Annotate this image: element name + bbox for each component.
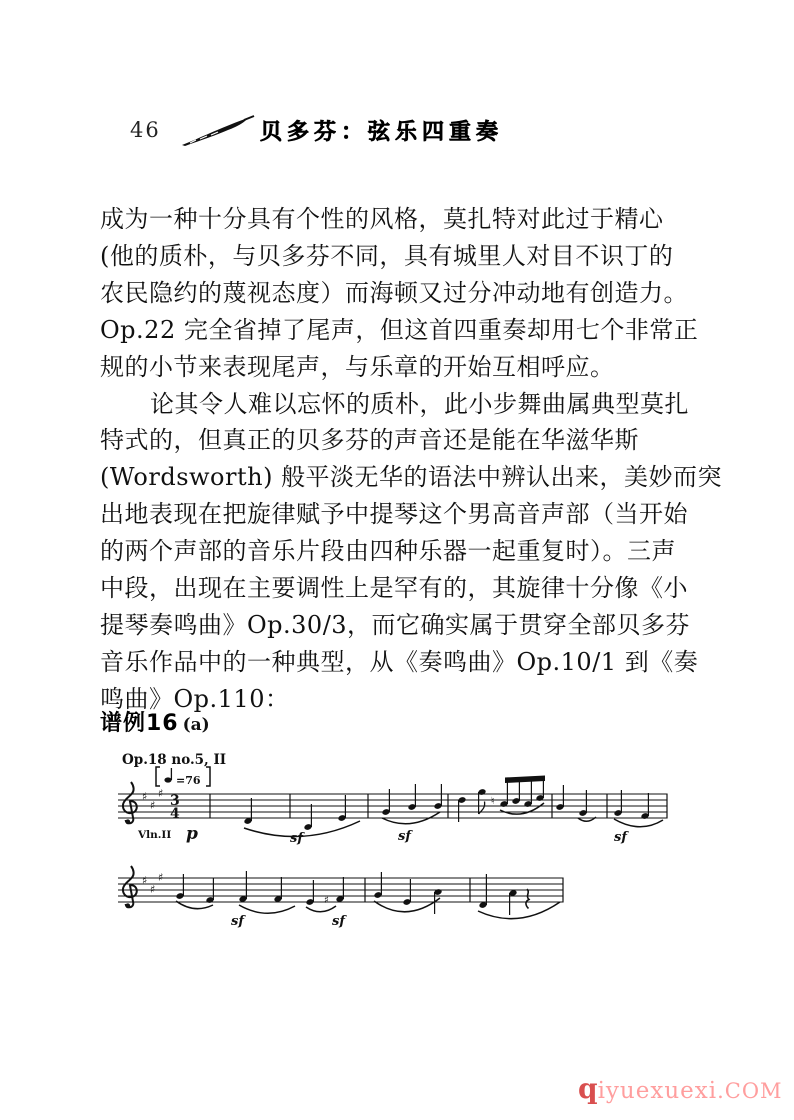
body-line: 中段，出现在主要调性上是罕有的，其旋律十分像《小 (100, 574, 688, 603)
example-caption-paren: (a) (182, 715, 210, 735)
time-signature-numerator: 3 (170, 793, 180, 809)
body-line: 鸣曲》Op.110： (100, 684, 290, 713)
staff-1-slurs (244, 803, 663, 837)
watermark-suffix: .COM (717, 1079, 783, 1103)
body-line: 提琴奏鸣曲》Op.30/3，而它确实属于贯穿全部贝多芬 (100, 610, 691, 639)
body-line: (他的质朴，与贝多芬不同，具有城里人对目不识丁的 (100, 241, 674, 270)
watermark-prefix: q (578, 1072, 598, 1105)
body-line: (Wordsworth) 般平淡无华的语法中辨认出来，美妙而突 (100, 463, 723, 492)
time-signature-denominator: 4 (170, 806, 180, 822)
quarter-rest (526, 889, 529, 909)
key-signature-sharp: ♯ (150, 799, 156, 812)
body-line: 音乐作品中的一种典型，从《奏鸣曲》Op.10/1 到《奏 (100, 647, 699, 676)
staff-1-notes (244, 776, 650, 831)
dynamic-sforzando: sf (290, 831, 303, 846)
music-score (110, 740, 710, 945)
body-line: 的两个声部的音乐片段由四种乐器一起重复时）。三声 (100, 537, 676, 566)
example-caption-label: 谱例16 (100, 711, 179, 736)
body-line: 论其令人难以忘怀的质朴，此小步舞曲属典型莫扎 (150, 389, 689, 418)
page-number: 46 (130, 118, 161, 142)
dynamic-piano: p (186, 824, 198, 844)
running-head-title: 贝多芬：弦乐四重奏 (260, 120, 504, 145)
key-signature-sharp: ♯ (142, 790, 148, 803)
tempo-bracket-right (206, 767, 210, 786)
key-signature-sharp: ♯ (158, 787, 164, 800)
sharp-accidental: ♯ (324, 895, 329, 906)
watermark-name: iyuexuexi (597, 1078, 718, 1104)
body-text (100, 201, 723, 718)
tempo-note-icon (164, 777, 171, 782)
body-line: 出地表现在把旋律赋予中提琴这个男高音声部（当开始 (100, 500, 688, 529)
dynamic-sforzando: sf (614, 830, 627, 845)
body-line: Op.22 完全省掉了尾声，但这首四重奏却用七个非常正 (100, 315, 699, 344)
quill-pen-icon (178, 114, 258, 150)
instrument-label: Vln.II (138, 829, 172, 841)
key-signature-sharp: ♯ (142, 874, 148, 887)
opus-label: Op.18 no.5, II (122, 752, 227, 768)
music-example-caption (100, 706, 210, 737)
site-watermark (578, 1072, 783, 1105)
dynamic-sforzando: sf (231, 914, 244, 929)
natural-accidental: ♮ (491, 796, 495, 807)
tempo-bracket-left (156, 767, 160, 786)
body-line: 特式的，但真正的贝多芬的声音还是能在华滋华斯 (100, 426, 639, 455)
body-line: 成为一种十分具有个性的风格，莫扎特对此过于精心 (100, 205, 664, 233)
dynamic-sforzando: sf (398, 829, 411, 844)
staff-2 (118, 866, 563, 929)
body-line: 农民隐约的蔑视态度）而海顿又过分冲动地有创造力。 (100, 278, 688, 307)
key-signature-sharp: ♯ (158, 871, 164, 884)
key-signature-sharp: ♯ (150, 883, 156, 896)
tempo-value: =76 (176, 774, 201, 787)
dynamic-sforzando: sf (332, 914, 345, 929)
body-line: 规的小节来表现尾声，与乐章的开始互相呼应。 (100, 352, 615, 381)
